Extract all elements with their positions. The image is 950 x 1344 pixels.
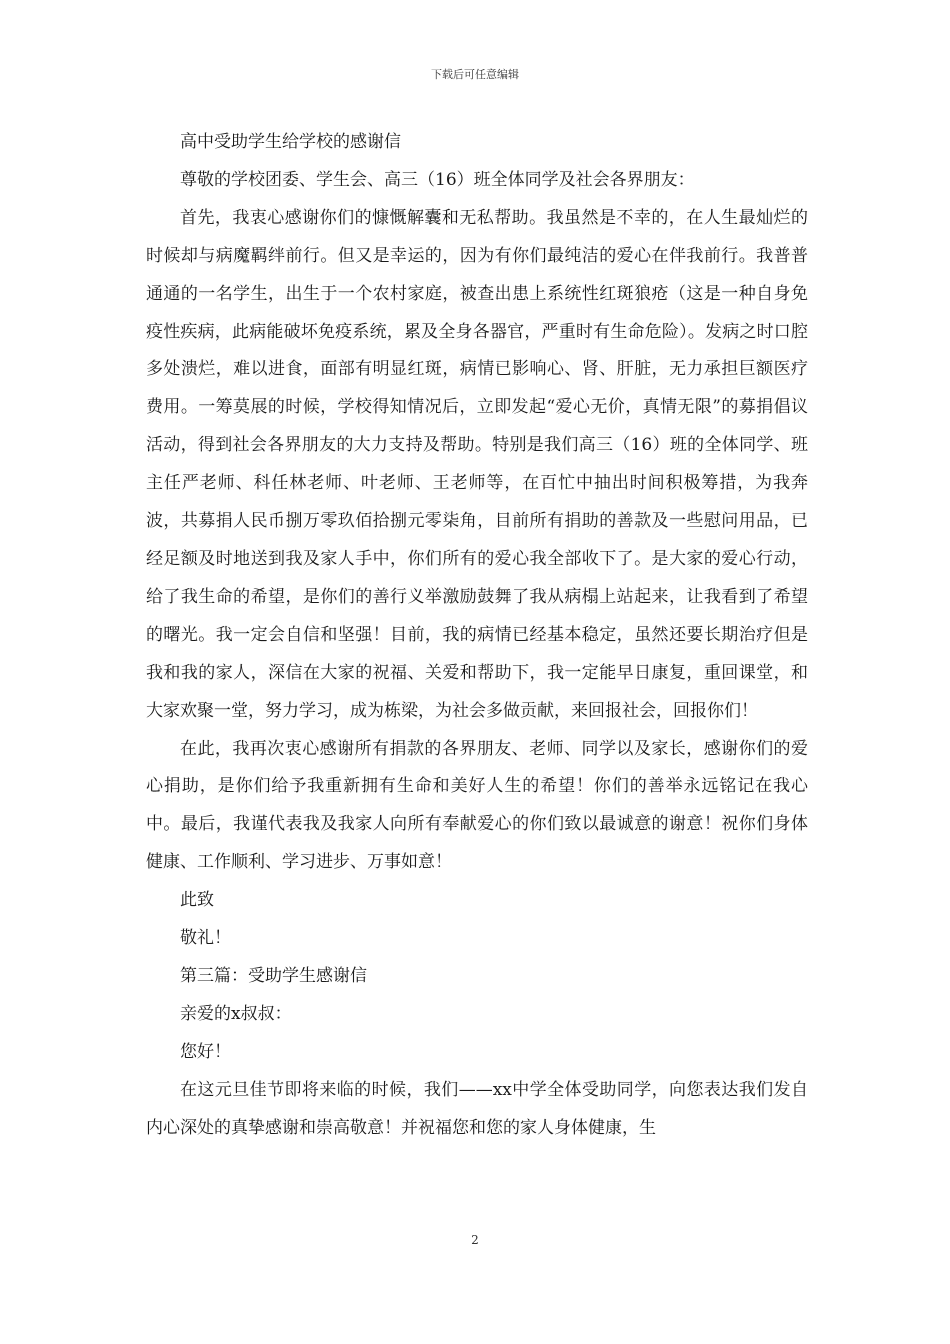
letter-paragraph-3: 在这元旦佳节即将来临的时候，我们——xx中学全体受助同学，向您表达我们发自内心深处的真挚感谢和崇高敬意！并祝福您和您的家人身体健康，生 <box>146 1079 808 1138</box>
letter-closing-2: 敬礼！ <box>180 928 231 949</box>
letter-title: 高中受助学生给学校的感谢信 <box>180 132 401 152</box>
letter-paragraph-1: 首先，我衷心感谢你们的慷慨解囊和无私帮助。我虽然是不幸的，在人生最灿烂的时候却与病魔羁绊前行。但又是幸运的，因为有你们最纯洁的爱心在伴我前行。我普普通通的一名学生，出生于一个农村家庭，被查出患上系统性红斑狼疮（这是一种自身免疫性疾病，此病能破坏免疫系统，累及全身各器官，严重时有生命危险）。发病之时口腔多处溃烂，难以进食，面部有明显红斑，病情已影响心、肾、肝脏，无力承担巨额医疗费用。一筹莫展的时候，学校得知情况后，立即发起“爱心无价，真情无限”的募捐倡议活动，得到社会各界朋友的大力支持及帮助。特别是我们高三（16）班的全体同学、班主任严老师、科任林老师、叶老师、王老师等，在百忙中抽出时间积极筹措，为我奔波，共募捐人民币捌万零玖佰拾捌元零柒角，目前所有捐助的善款及一些慰问用品，已经足额及时地送到我及家人手中，你们所有的爱心我全部收下了。是大家的爱心行动，给了我生命的希望，是你们的善行义举激励鼓舞了我从病榻上站起来，让我看到了希望的曙光。我一定会自信和坚强！目前，我的病情已经基本稳定，虽然还要长期治疗但是我和我的家人，深信在大家的祝福、关爱和帮助下，我一定能早日康复，重回课堂，和大家欢聚一堂，努力学习，成为栋梁，为社会多做贡献，来回报社会，回报你们！ <box>146 207 808 721</box>
letter-salutation: 尊敬的学校团委、学生会、高三（16）班全体同学及社会各界朋友： <box>180 169 695 190</box>
letter-closing-1: 此致 <box>180 890 214 911</box>
document-body <box>146 124 808 1147</box>
letter-salutation-2: 亲爱的x叔叔： <box>180 1003 292 1024</box>
letter-paragraph-2: 在此，我再次衷心感谢所有捐款的各界朋友、老师、同学以及家长，感谢你们的爱心捐助，是你们给予我重新拥有生命和美好人生的希望！你们的善举永远铭记在我心中。最后，我谨代表我及我家人向所有奉献爱心的你们致以最诚意的谢意！祝你们身体健康、工作顺利、学习进步、万事如意！ <box>146 738 808 873</box>
letter-greeting: 您好！ <box>180 1041 231 1062</box>
section-title: 第三篇：受助学生感谢信 <box>180 965 367 986</box>
page-number: 2 <box>471 1233 479 1247</box>
page-header: 下载后可任意编辑 <box>431 68 519 81</box>
